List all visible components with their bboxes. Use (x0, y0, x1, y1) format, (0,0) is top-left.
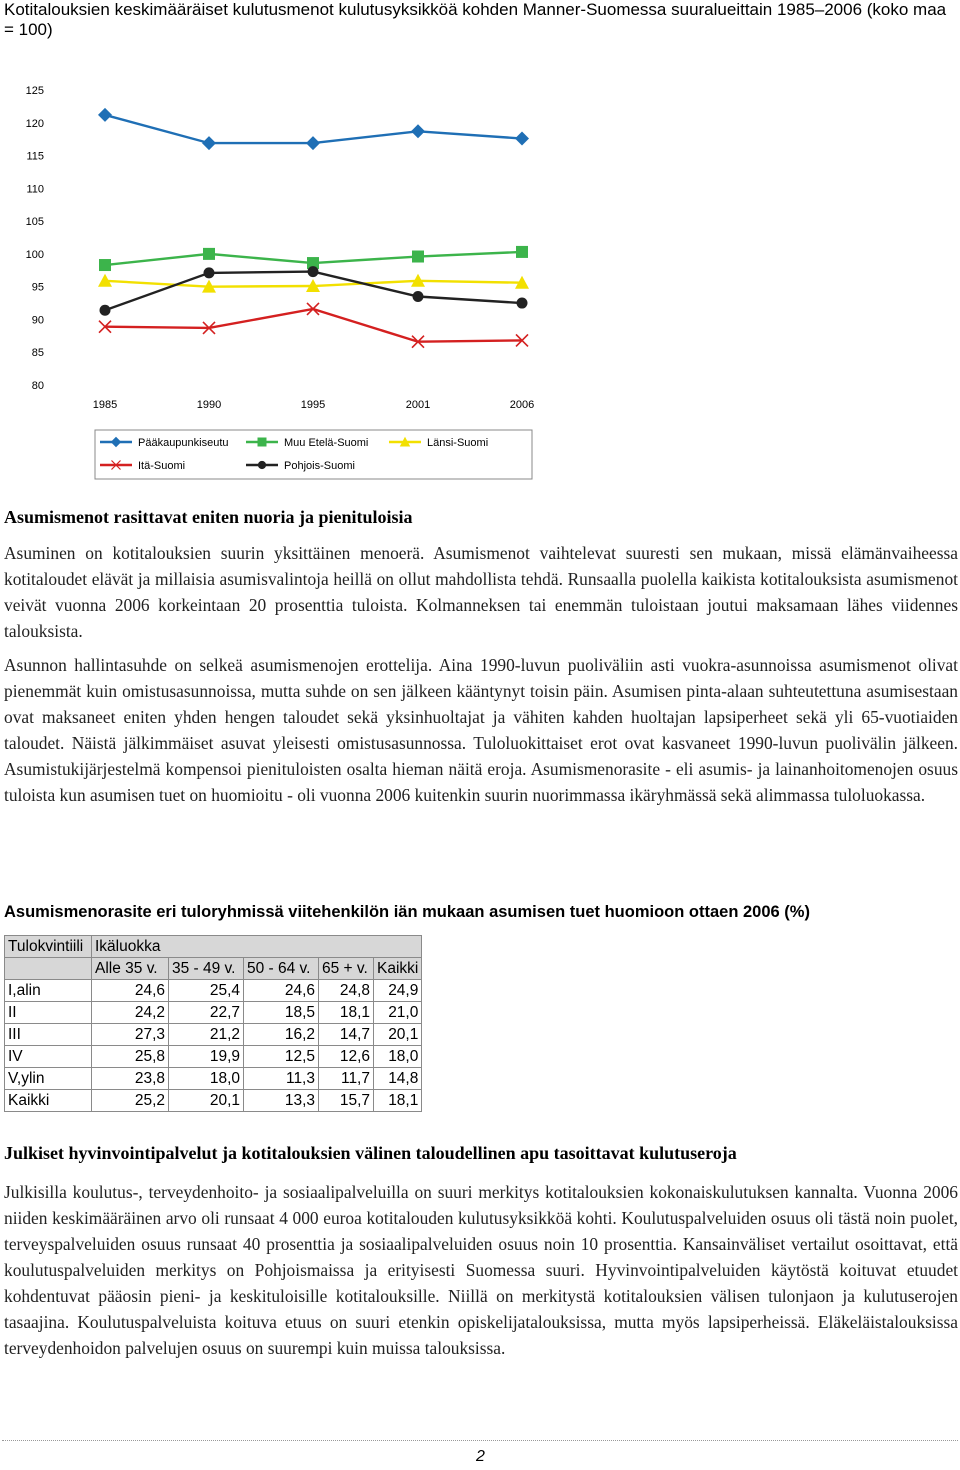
x-tick-label: 1995 (300, 399, 326, 411)
row-label: III (5, 1024, 92, 1046)
table-group-header: Ikäluokka (92, 936, 422, 958)
x-tick-label: 1990 (196, 399, 222, 411)
table-cell: 18,1 (319, 1002, 374, 1024)
column-header: Alle 35 v. (92, 958, 169, 980)
table-cell: 13,3 (244, 1090, 319, 1112)
series-0 (98, 108, 529, 150)
paragraph: Julkisilla koulutus-, terveydenhoito- ja sosiaalipalveluilla on suuri merkitys kotitalouksien kokonaiskulutuksen kannalta. Vuonna 2006 niiden keskimääräinen arvo oli runsaat 4 000 euroa kotitalouden kulutusyksikköä kohti. Koulutuspalveluiden osuus oli tästä noin puolet, terveyspalveluiden osuus runsaat 40 prosenttia ja sosiaalipalveluiden osuus noin 10 prosenttia. Kansainväliset vertailut osoittavat, että koulutuspalveluiden merkitys on Pohjoismaissa ja erityisesti Suomessa suuri. Hyvinvointipalveluiden käytöstä koituvat etuudet kohdentuvat pääosin pieni- ja keskituloisille kotitalouksille. Niillä on merkitystä kotitalouksien välisen tulonjaon ja kulutuserojen tasaajina. Koulutuspalveluista koituva etuus on suuri etenkin opiskelijatalouksissa, mutta myös lapsiperheissä. Eläkeläistalouksissa terveydenhoidon palvelujen osuus on suurempi kuin muissa talouksissa. (4, 1182, 958, 1358)
table-cell: 27,3 (92, 1024, 169, 1046)
section-body-julkiset-palvelut (4, 1179, 958, 1361)
section-heading-julkiset-palvelut: Julkiset hyvinvointipalvelut ja kotitalouksien välinen taloudellinen apu tasoittavat kulutuseroja (4, 1143, 737, 1163)
table-cell: 20,1 (169, 1090, 244, 1112)
y-tick-label: 90 (31, 314, 44, 327)
data-point (411, 124, 425, 138)
y-tick-label: 125 (25, 85, 44, 97)
data-point (98, 108, 112, 122)
table-cell: 16,2 (244, 1024, 319, 1046)
data-point (517, 298, 528, 309)
table-cell: 22,7 (169, 1002, 244, 1024)
table-cell: 14,7 (319, 1024, 374, 1046)
y-tick-label: 105 (25, 216, 44, 229)
table-empty-header-cell (5, 958, 92, 980)
data-point (99, 259, 111, 271)
table-row (5, 1068, 422, 1090)
table-cell: 25,8 (92, 1046, 169, 1068)
table-cell: 20,1 (374, 1024, 422, 1046)
table-cell: 25,4 (169, 980, 244, 1002)
table-cell: 11,3 (244, 1068, 319, 1090)
table-cell: 25,2 (92, 1090, 169, 1112)
paragraph: Asunnon hallintasuhde on selkeä asumismenojen erottelija. Aina 1990-luvun puoliväliin asti vuokra-asunnoissa asumismenot olivat pienemmät kuin omistusasunnoissa, mutta suhde on sen jälkeen kääntynyt toisin päin. Asumisen pinta-alaan suhteutettuna asumisestaan ovat maksaneet eniten yhden hengen taloudet sekä yksinhuoltajat ja vähiten kahden huoltajan lapsiperheet sekä yli 65-vuotiaiden taloudet. Näistä jälkimmäiset asuvat yleisesti omistusasunnossa. Tuloluokittaiset erot ovat kasvaneet 1990-luvun puolivälin jälkeen. Asumistukijärjestelmä kompensoi pienituloisten osalta hieman näitä eroja. Asumismenorasite - eli asumis- ja lainanhoitomenojen osuus tuloista kun asumisen tuet on huomioitu - oli vuonna 2006 kuitenkin suurin nuorimmassa ikäryhmässä sekä alimmassa tuloluokassa. (4, 655, 958, 805)
table-row (5, 1090, 422, 1112)
x-tick-label: 2006 (509, 399, 535, 411)
column-header: Kaikki (374, 958, 422, 980)
table-cell: 24,6 (92, 980, 169, 1002)
table-cell: 21,0 (374, 1002, 422, 1024)
series-line (105, 309, 522, 342)
column-header: 65 + v. (319, 958, 374, 980)
data-point (202, 136, 216, 150)
table-cell: 19,9 (169, 1046, 244, 1068)
y-tick-label: 110 (26, 183, 44, 196)
column-header: 50 - 64 v. (244, 958, 319, 980)
table-cell: 18,0 (374, 1046, 422, 1068)
x-axis-labels (93, 399, 534, 411)
row-label: Kaikki (5, 1090, 92, 1112)
data-point (203, 248, 215, 260)
legend-label: Itä-Suomi (138, 460, 186, 472)
page-number: 2 (476, 1448, 485, 1465)
data-point (308, 266, 319, 277)
footer-divider (2, 1440, 958, 1441)
x-tick-label: 2001 (405, 399, 431, 411)
table-cell: 24,6 (244, 980, 319, 1002)
table-cell: 23,8 (92, 1068, 169, 1090)
legend-label: Länsi-Suomi (427, 437, 489, 449)
data-point (306, 136, 320, 150)
column-header: 35 - 49 v. (169, 958, 244, 980)
table-row (5, 980, 422, 1002)
series-3 (99, 303, 528, 348)
row-label: IV (5, 1046, 92, 1068)
data-point (516, 246, 528, 258)
legend-label: Pääkaupunkiseutu (138, 437, 229, 449)
table-cell: 18,5 (244, 1002, 319, 1024)
y-axis-labels (26, 85, 44, 392)
table-title: Asumismenorasite eri tuloryhmissä viitehenkilön iän mukaan asumisen tuet huomioon ottaen 2006 (%) (4, 903, 810, 921)
data-point (515, 132, 529, 146)
paragraph: Asuminen on kotitalouksien suurin yksittäinen menoerä. Asumismenot vaihtelevat suuresti sen mukaan, missä elämänvaiheessa kotitaloudet elävät ja millaisia asumisvalintoja heillä on ollut mahdollista tehdä. Runsaalla puolella kaikista kotitalouksista asumismenot veivät vuonna 2006 korkeintaan 20 prosenttia tuloista. Kolmanneksen tai enemmän tuloistaan joutui maksamaan lähes viidennes talouksista. (4, 543, 958, 641)
legend-label: Pohjois-Suomi (284, 460, 355, 472)
data-point (100, 305, 111, 316)
data-point (413, 291, 424, 302)
y-tick-label: 85 (31, 347, 44, 360)
table-header-row (5, 936, 422, 958)
data-point (204, 267, 215, 278)
figure-title: Kotitalouksien keskimääräiset kulutusmenot kulutusyksikköä kohden Manner-Suomessa suuralueittain 1985–2006 (koko maa = 100) (4, 0, 947, 39)
legend (95, 430, 532, 479)
table-cell: 12,5 (244, 1046, 319, 1068)
table-cell: 18,0 (169, 1068, 244, 1090)
data-point (412, 251, 424, 263)
table-cell: 21,2 (169, 1024, 244, 1046)
line-chart (0, 70, 600, 490)
y-tick-label: 115 (26, 150, 44, 163)
row-label: II (5, 1002, 92, 1024)
table-cell: 24,2 (92, 1002, 169, 1024)
x-tick-label: 1985 (92, 399, 118, 411)
table-row (5, 1046, 422, 1068)
y-tick-label: 80 (31, 380, 44, 392)
data-table (4, 935, 422, 1112)
section-heading-asumismenot: Asumismenot rasittavat eniten nuoria ja pienituloisia (4, 507, 413, 527)
table-cell: 15,7 (319, 1090, 374, 1112)
section-body-asumismenot (4, 540, 958, 816)
table-cell: 11,7 (319, 1068, 374, 1090)
legend-label: Muu Etelä-Suomi (284, 437, 369, 449)
table-row (5, 1002, 422, 1024)
legend-marker (258, 461, 266, 469)
y-tick-label: 95 (31, 281, 44, 294)
y-tick-label: 120 (25, 117, 44, 130)
series-layer (98, 108, 529, 348)
table-cell: 18,1 (374, 1090, 422, 1112)
row-label: I,alin (5, 980, 92, 1002)
legend-marker (258, 438, 267, 447)
y-tick-label: 100 (25, 248, 44, 261)
table-cell: 24,9 (374, 980, 422, 1002)
table-column-header-row (5, 958, 422, 980)
table-corner-cell: Tulokvintiili (5, 936, 92, 958)
table-row (5, 1024, 422, 1046)
table-cell: 12,6 (319, 1046, 374, 1068)
table-cell: 24,8 (319, 980, 374, 1002)
table-cell: 14,8 (374, 1068, 422, 1090)
row-label: V,ylin (5, 1068, 92, 1090)
